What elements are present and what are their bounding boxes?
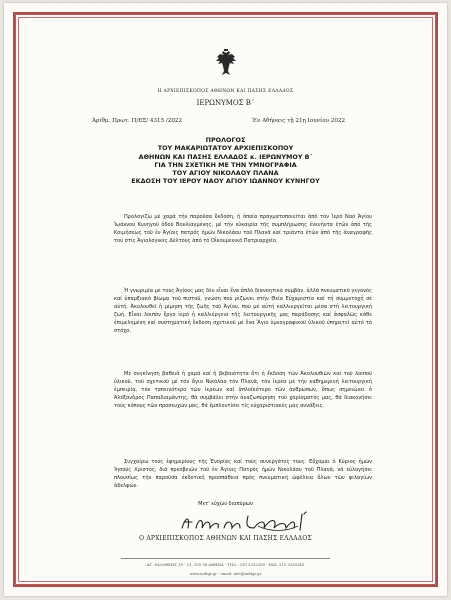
title-line: ΠΡΟΛΟΓΟΣ: [205, 136, 246, 144]
title-line: ΕΚΔΟΣΗ ΤΟΥ ΙΕΡΟΥ ΝΑΟΥ ΑΓΙΟΥ ΙΩΑΝΝΟΥ ΚΥΝΗΓΟΥ: [131, 177, 320, 186]
letter-page: [4, 3, 447, 596]
issuer-line: Η ΑΡΧΙΕΠΙΣΚΟΠΟΣ ΑΘΗΝΩΝ ΚΑΙ ΠΑΣΗΣ ΕΛΛΑΔΟΣ: [157, 89, 294, 94]
handwritten-signature: [174, 508, 324, 536]
archbishop-name: ΙΕΡΩΝΥΜΟΣ Β΄: [196, 99, 255, 107]
title-line: ΤΟΥ ΑΓΙΟΥ ΝΙΚΟΛΑΟΥ ΠΛΑΝΑ: [172, 169, 279, 178]
closing-salutation: Μετ' εὐχῶν διαπύρων: [198, 501, 253, 507]
body-paragraph: Μέ συγκίνηση βαθειά ἡ χαρά καί ἡ βεβαιότητα ὅτι ἡ ἔκδοση τῶν Ἀκολουθιῶν καί τοῦ λοιποῦ ὑλικοῦ, τοῦ σχετικοῦ μέ τόν ἅγιο Νικόλαο τόν Πλανᾶ, τόν ἱερέα μέ τήν καθημερινή λειτουργική ἐμπειρία, τόν ταπεινότερο τῶν ἱερέων καί ἁπλοϊκότερο τῶν ἀνθρώπων, ὅπως σημειώνει ὁ Ἀλέξανδρος Παπαδιαμάντης, θά συμβάλει στήν ἀναζωπύρηση τοῦ χαρίσματός μας, θά διακονήσει τούς κόπους τῶν προσευχῶν μας, θά ἐμπλουτίσει τίς εὐχαριστιακές μας συνάξεις.: [114, 371, 372, 410]
letter-date: Έν Αθήναις τῇ 21ῃ Ιουνίου 2022: [251, 118, 345, 124]
signer-title: Ο ΑΡΧΙΕΠΙΣΚΟΠΟΣ ΑΘΗΝΩΝ ΚΑΙ ΠΑΣΗΣ ΕΛΛΑΔΟΣ: [139, 535, 312, 542]
double-headed-eagle-icon: [214, 49, 238, 79]
letter-content: [26, 25, 425, 574]
footer-web: www.iadtgr.gr - email: info@iadtgr.gr: [189, 571, 262, 576]
body-paragraph: Ἡ γνωριμία μέ τούς Ἁγίους μας δέν εἶναι ἕνα ἁπλό διανοητικό συμβάν, ἀλλά πνευματικό γεγονός καί ὑπαρξιακό βίωμα τοῦ πιστοῦ, γνώση πού ριζώνει στήν Θεία Εὐχαριστία καί τή συμμετοχή σέ αὐτή. Ἀκολουθεῖ ἡ μίμηση τῆς ζωῆς τοῦ Ἁγίου, πού μέ αὐτή καλλιεργεῖται μέσα στή λειτουργική ζωή. Εἶναι λοιπόν ἔργο ἱερό ἡ καλλιέργεια τῆς λειτουργικῆς μας παράδοσης καί ἀσφαλῶς κάθε ἐπιμελημένη καί συστηματική ἔκδοση σχετικοῦ μέ ἕνα Ἅγιο ὑμνογραφικοῦ ὑλικοῦ ὑπηρετεῖ αὐτό τό στόχο.: [114, 288, 372, 335]
footer-address: ΑΓ. ΦΙΛΟΘΕΗΣ 19 - 21, 105 56 ΑΘΗΝΑ - ΤΗΛ.: 210 3352300 - FAX: 210 3230349: [146, 562, 305, 567]
footer-divider: [121, 558, 330, 559]
protocol-number: Άριθμ. Πρωτ. Π/ΕΞ/ 4315 /2022: [92, 118, 183, 124]
title-line: ΓΙΑ ΤΗΝ ΣΧΕΤΙΚΗ ΜΕ ΤΗΝ ΥΜΝΟΓΡΑΦΙΑ: [154, 160, 297, 169]
title-line: ΑΘΗΝΩΝ ΚΑΙ ΠΑΣΗΣ ΕΛΛΑΔΟΣ κ. ΙΕΡΩΝΥΜΟΥ Β΄: [138, 152, 313, 161]
title-line: ΤΟΥ ΜΑΚΑΡΙΩΤΑΤΟΥ ΑΡΧΙΕΠΙΣΚΟΠΟΥ: [157, 144, 294, 153]
body-paragraph: Προλογίζω μέ χαρά τήν παροῦσα ἔκδοση, ἡ ὁποία πραγματοποιεῖται ἀπό τόν Ἱερό Ναό Ἁγίου Ἰωάννου Κυνηγοῦ ὁδοῦ Βουλιαγμένης, μέ τήν εὐκαιρία τῆς συμπλήρωσης ἑνενήντα ἐτῶν ἀπό τῆς Κοιμήσεως τοῦ ἐν Ἁγίοις πατρός ἡμῶν Νικολάου τοῦ Πλανᾶ καί τριάντα ἐτῶν ἀπό τῆς ἀναγραφῆς του στίς Ἁγιολογικές Δέλτους ἀπό τό Οἰκουμενικό Πατριαρχεῖο.: [114, 214, 372, 245]
document-title: [26, 136, 425, 186]
body-paragraph: Συγχαίρω τούς ἐφημερίους τῆς Ἐνορίας καί τούς συνεργάτες τους. Εὔχομαι ὁ Κύριος ἡμῶν Ἰησοῦς Χριστός, διά πρεσβειῶν τοῦ ἐν Ἁγίοις Πατρός ἡμῶν Νικολάου τοῦ Πλανᾶ, νά εὐλογήσει πλουσίως τήν παροῦσα ἐκδοτική προσπάθεια πρός πνευματική ὠφέλεια ὅλων τῶν φιλαγίων ἀδελφῶν.: [114, 459, 372, 490]
